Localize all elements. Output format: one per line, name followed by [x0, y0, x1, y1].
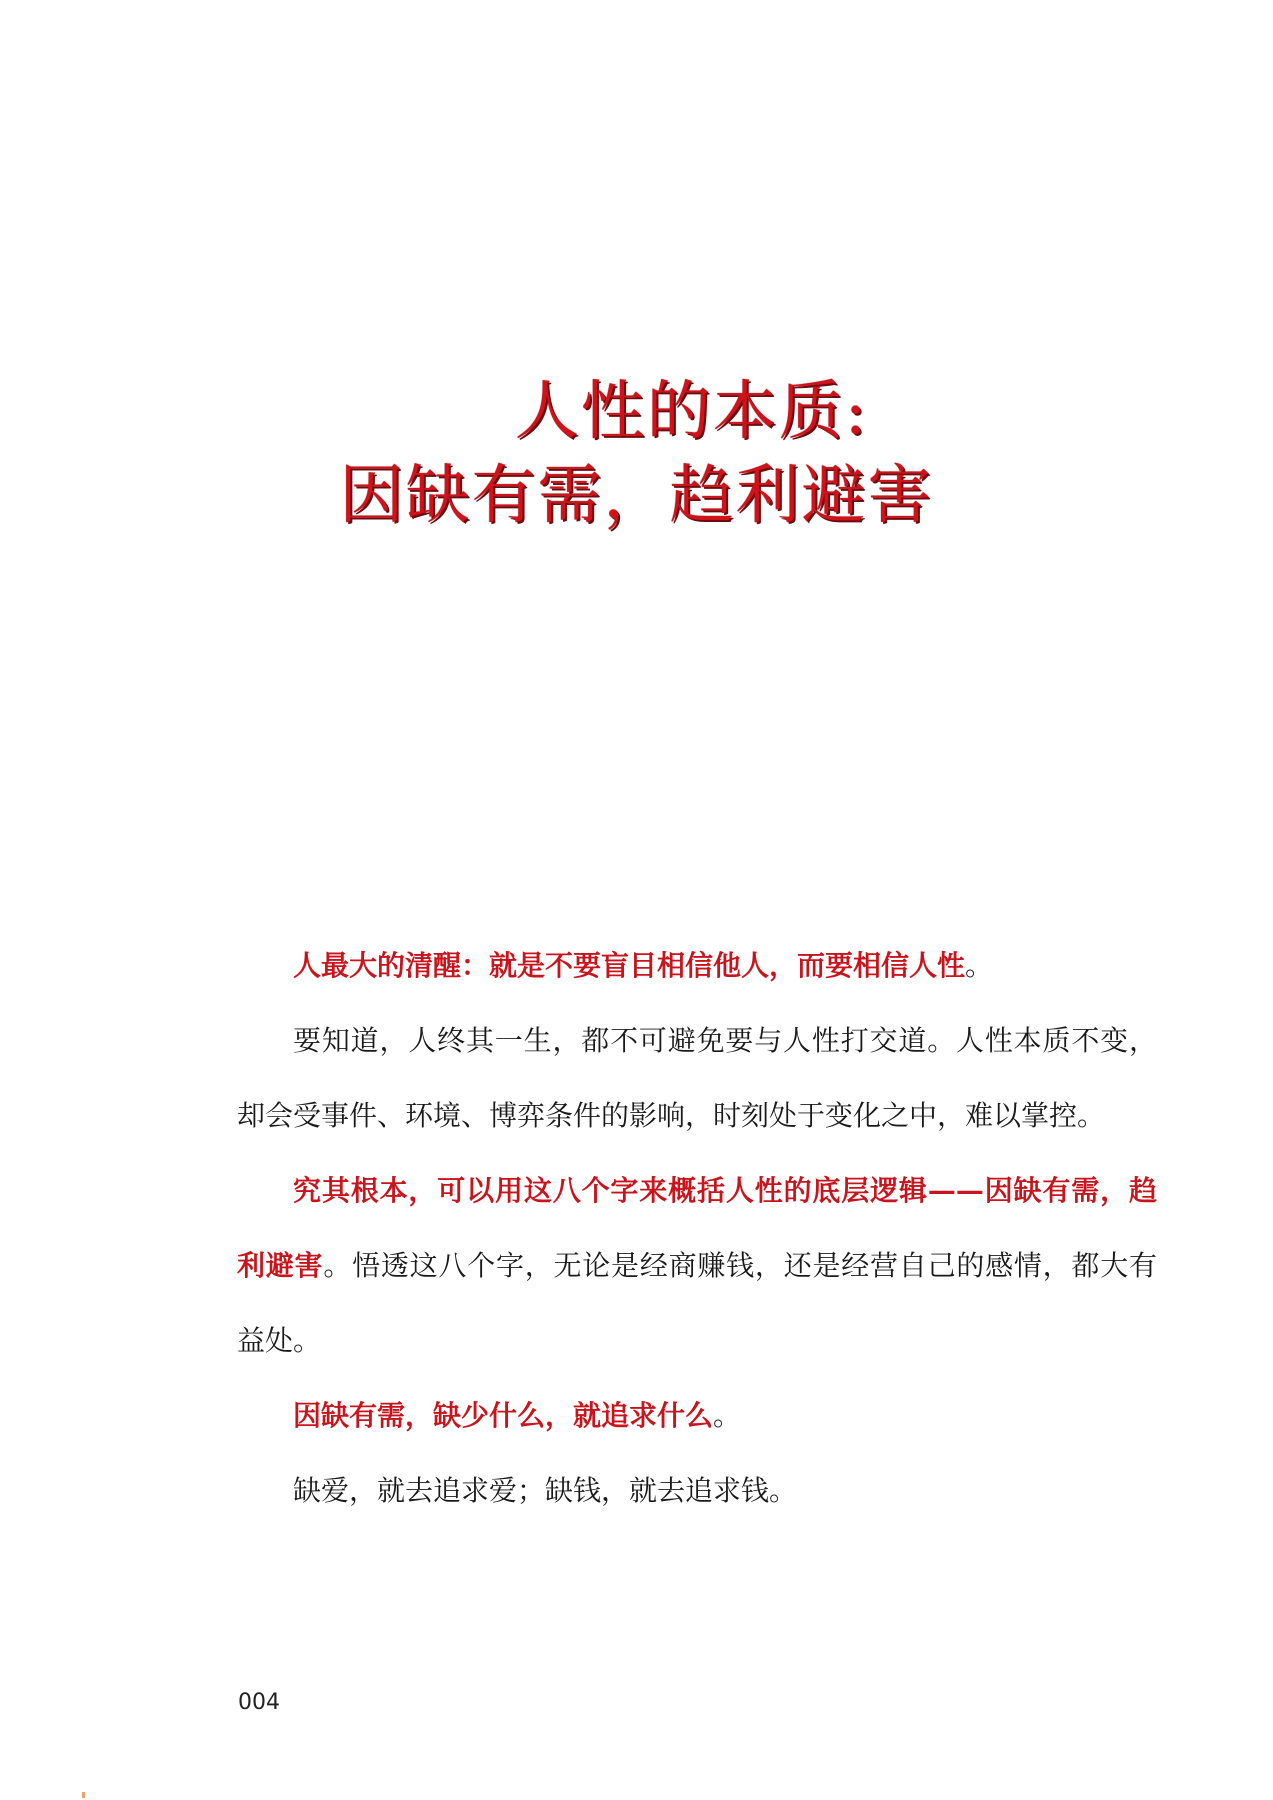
paragraph-3-highlight: 究其根本，可以用这八个字来概括人性的底层逻辑——因缺有需，趋利避害 — [237, 1174, 1157, 1282]
chapter-title — [0, 370, 1273, 538]
paragraph-3 — [237, 1153, 1157, 1378]
paragraph-2-text: 要知道，人终其一生，都不可避免要与人性打交道。人性本质不变，却会受事件、环境、博弈条件的影响，时刻处于变化之中，难以掌控。 — [237, 1024, 1157, 1132]
paragraph-4 — [237, 1378, 1157, 1453]
paragraph-1 — [237, 928, 1157, 1003]
paragraph-4-text: 。 — [713, 1399, 742, 1432]
paragraph-1-text: 。 — [965, 949, 994, 982]
paragraph-2 — [237, 1003, 1157, 1153]
paragraph-3-text: 。悟透这八个字，无论是经商赚钱，还是经营自己的感情，都大有益处。 — [237, 1249, 1157, 1357]
chapter-title-line-2: 因缺有需，趋利避害 — [339, 459, 934, 533]
paragraph-4-highlight: 因缺有需，缺少什么，就追求什么 — [293, 1399, 714, 1432]
paragraph-1-highlight: 人最大的清醒：就是不要盲目相信他人，而要相信人性 — [293, 949, 966, 982]
body-text — [237, 928, 1157, 1528]
chapter-title-line-1: 人性的本质: — [514, 375, 869, 449]
page-number: 004 — [238, 1690, 280, 1715]
scan-artifact — [82, 1792, 85, 1798]
paragraph-5 — [237, 1453, 1157, 1528]
paragraph-5-text: 缺爱，就去追求爱；缺钱，就去追求钱。 — [293, 1474, 798, 1507]
